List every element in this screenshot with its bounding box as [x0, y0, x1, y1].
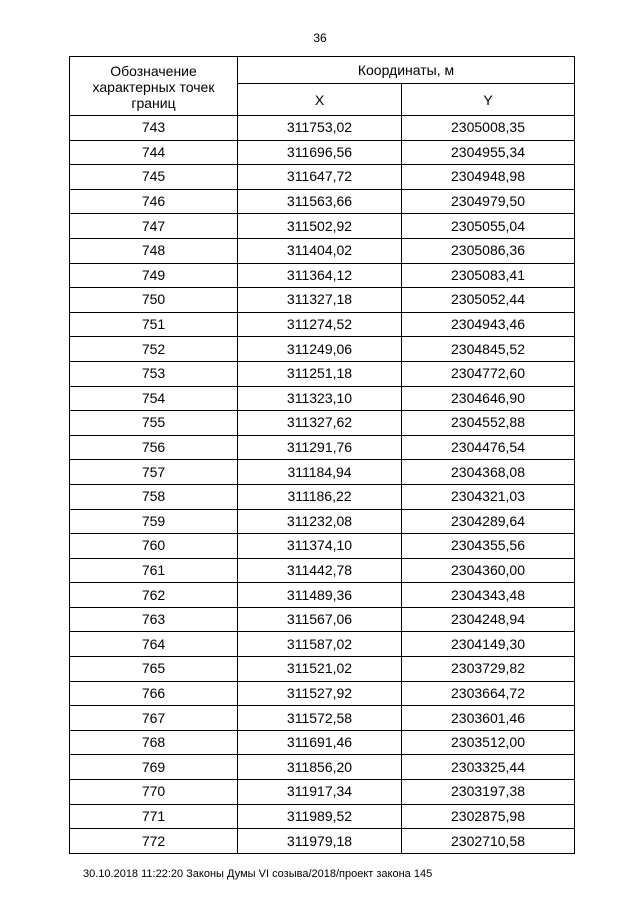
point-cell: 744 — [70, 140, 238, 165]
table-row — [70, 140, 575, 165]
footer-note: 30.10.2018 11:22:20 Законы Думы VI созыва/2018/проект закона 145 — [83, 868, 433, 880]
point-cell: 748 — [70, 238, 238, 263]
table-row — [70, 411, 575, 436]
y-cell: 2305086,36 — [402, 238, 575, 263]
y-cell: 2304979,50 — [402, 189, 575, 214]
table-row — [70, 509, 575, 534]
x-cell: 311184,94 — [238, 460, 402, 485]
y-cell: 2305055,04 — [402, 214, 575, 239]
table-row — [70, 484, 575, 509]
point-cell: 750 — [70, 288, 238, 313]
point-cell: 746 — [70, 189, 238, 214]
x-cell: 311572,58 — [238, 706, 402, 731]
x-cell: 311563,66 — [238, 189, 402, 214]
point-cell: 752 — [70, 337, 238, 362]
y-cell: 2304772,60 — [402, 361, 575, 386]
point-cell: 772 — [70, 829, 238, 854]
x-cell: 311489,36 — [238, 583, 402, 608]
table-row — [70, 263, 575, 288]
y-cell: 2305008,35 — [402, 116, 575, 141]
point-cell: 756 — [70, 435, 238, 460]
y-cell: 2302875,98 — [402, 804, 575, 829]
y-cell: 2304948,98 — [402, 165, 575, 190]
point-cell: 771 — [70, 804, 238, 829]
table-row — [70, 189, 575, 214]
x-cell: 311327,18 — [238, 288, 402, 313]
table-row — [70, 681, 575, 706]
table-row — [70, 780, 575, 805]
y-cell: 2304321,03 — [402, 484, 575, 509]
point-cell: 765 — [70, 657, 238, 682]
table-row — [70, 165, 575, 190]
table-row — [70, 706, 575, 731]
table-row — [70, 632, 575, 657]
x-cell: 311442,78 — [238, 558, 402, 583]
point-cell: 743 — [70, 116, 238, 141]
table-row — [70, 214, 575, 239]
point-cell: 761 — [70, 558, 238, 583]
y-cell: 2304355,56 — [402, 534, 575, 559]
x-cell: 311917,34 — [238, 780, 402, 805]
x-cell: 311364,12 — [238, 263, 402, 288]
y-cell: 2304360,00 — [402, 558, 575, 583]
point-cell: 759 — [70, 509, 238, 534]
header-y: Y — [402, 84, 575, 116]
table-header — [70, 57, 575, 116]
y-cell: 2304552,88 — [402, 411, 575, 436]
y-cell: 2305083,41 — [402, 263, 575, 288]
x-cell: 311186,22 — [238, 484, 402, 509]
header-x: X — [238, 84, 402, 116]
point-cell: 762 — [70, 583, 238, 608]
x-cell: 311647,72 — [238, 165, 402, 190]
x-cell: 311251,18 — [238, 361, 402, 386]
coordinates-table — [69, 56, 575, 854]
table-row — [70, 238, 575, 263]
table-row — [70, 435, 575, 460]
x-cell: 311989,52 — [238, 804, 402, 829]
y-cell: 2302710,58 — [402, 829, 575, 854]
y-cell: 2304476,54 — [402, 435, 575, 460]
x-cell: 311404,02 — [238, 238, 402, 263]
x-cell: 311327,62 — [238, 411, 402, 436]
point-cell: 757 — [70, 460, 238, 485]
point-cell: 764 — [70, 632, 238, 657]
x-cell: 311374,10 — [238, 534, 402, 559]
point-cell: 763 — [70, 607, 238, 632]
table-row — [70, 558, 575, 583]
y-cell: 2303664,72 — [402, 681, 575, 706]
x-cell: 311696,56 — [238, 140, 402, 165]
point-cell: 760 — [70, 534, 238, 559]
table-row — [70, 288, 575, 313]
x-cell: 311567,06 — [238, 607, 402, 632]
table-row — [70, 804, 575, 829]
y-cell: 2303325,44 — [402, 755, 575, 780]
point-cell: 758 — [70, 484, 238, 509]
point-cell: 753 — [70, 361, 238, 386]
y-cell: 2304289,64 — [402, 509, 575, 534]
point-cell: 766 — [70, 681, 238, 706]
point-cell: 745 — [70, 165, 238, 190]
x-cell: 311232,08 — [238, 509, 402, 534]
table-row — [70, 730, 575, 755]
x-cell: 311502,92 — [238, 214, 402, 239]
point-cell: 769 — [70, 755, 238, 780]
point-cell: 767 — [70, 706, 238, 731]
table-row — [70, 312, 575, 337]
table-row — [70, 460, 575, 485]
y-cell: 2303197,38 — [402, 780, 575, 805]
table-row — [70, 361, 575, 386]
point-cell: 768 — [70, 730, 238, 755]
table-row — [70, 534, 575, 559]
point-cell: 751 — [70, 312, 238, 337]
x-cell: 311587,02 — [238, 632, 402, 657]
y-cell: 2304343,48 — [402, 583, 575, 608]
x-cell: 311753,02 — [238, 116, 402, 141]
table-row — [70, 829, 575, 854]
y-cell: 2304845,52 — [402, 337, 575, 362]
x-cell: 311291,76 — [238, 435, 402, 460]
table-row — [70, 583, 575, 608]
x-cell: 311691,46 — [238, 730, 402, 755]
table-row — [70, 116, 575, 141]
x-cell: 311979,18 — [238, 829, 402, 854]
table-row — [70, 337, 575, 362]
y-cell: 2303729,82 — [402, 657, 575, 682]
point-cell: 755 — [70, 411, 238, 436]
y-cell: 2304646,90 — [402, 386, 575, 411]
point-cell: 749 — [70, 263, 238, 288]
y-cell: 2304943,46 — [402, 312, 575, 337]
y-cell: 2303601,46 — [402, 706, 575, 731]
table-body — [70, 116, 575, 854]
page-number: 36 — [313, 31, 327, 45]
table-row — [70, 386, 575, 411]
y-cell: 2304149,30 — [402, 632, 575, 657]
y-cell: 2304368,08 — [402, 460, 575, 485]
x-cell: 311527,92 — [238, 681, 402, 706]
y-cell: 2305052,44 — [402, 288, 575, 313]
x-cell: 311521,02 — [238, 657, 402, 682]
table-row — [70, 607, 575, 632]
point-cell: 770 — [70, 780, 238, 805]
table-row — [70, 755, 575, 780]
x-cell: 311856,20 — [238, 755, 402, 780]
table-row — [70, 657, 575, 682]
header-coordinates: Координаты, м — [238, 57, 575, 84]
header-point-designation: Обозначение характерных точек границ — [70, 57, 238, 116]
y-cell: 2303512,00 — [402, 730, 575, 755]
y-cell: 2304248,94 — [402, 607, 575, 632]
point-cell: 747 — [70, 214, 238, 239]
y-cell: 2304955,34 — [402, 140, 575, 165]
x-cell: 311249,06 — [238, 337, 402, 362]
point-cell: 754 — [70, 386, 238, 411]
x-cell: 311323,10 — [238, 386, 402, 411]
x-cell: 311274,52 — [238, 312, 402, 337]
